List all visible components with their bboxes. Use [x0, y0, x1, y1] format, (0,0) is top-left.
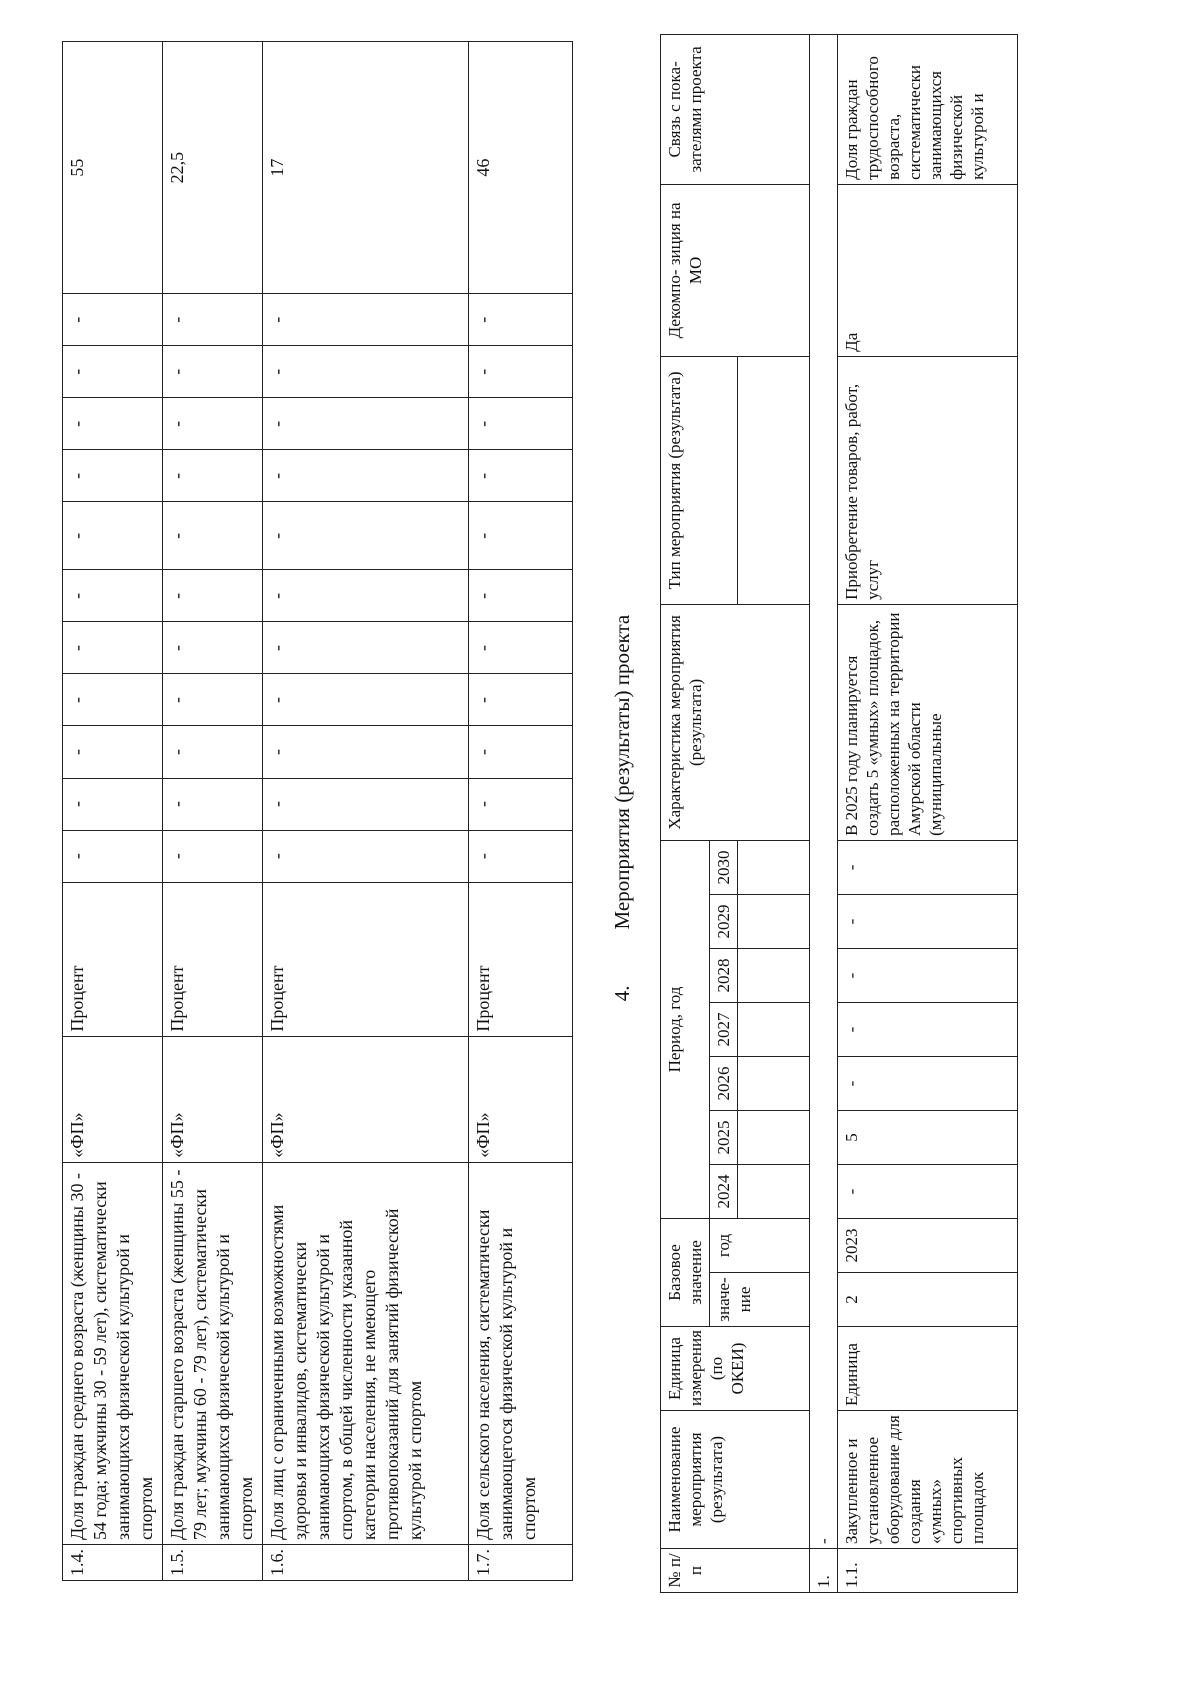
indicator-cell: -: [63, 622, 163, 674]
indicator-cell: -: [63, 450, 163, 502]
indicator-name: Доля сельского населения, систематически занимающегося физической культурой и спортом: [469, 1162, 573, 1544]
indicator-level: «ФП»: [469, 1036, 573, 1162]
indicator-cell: -: [469, 726, 573, 778]
indicator-name: Доля граждан старшего возраста (женщины 55 - 79 лет; мужчины 60 - 79 лет), систематически занимающихся физической культурой и спортом: [163, 1162, 263, 1544]
col-header-year: 2028: [710, 948, 738, 1002]
indicator-cell: -: [469, 622, 573, 674]
indicator-cell: -: [469, 778, 573, 830]
indicator-cell: -: [263, 570, 469, 622]
indicators-table: [62, 41, 573, 1581]
activity-type: Приобретение товаров, работ, услуг: [838, 356, 1018, 604]
indicator-cell: -: [263, 622, 469, 674]
indicator-cell: -: [63, 674, 163, 726]
indicator-cell: -: [469, 450, 573, 502]
indicator-cell: -: [163, 778, 263, 830]
indicator-cell: -: [469, 674, 573, 726]
col-header-year: 2027: [710, 1002, 738, 1056]
indicator-cell: -: [63, 346, 163, 398]
group-number: 1.: [810, 1549, 838, 1593]
col-header-year: 2030: [710, 840, 738, 894]
activity-link: Доля граждан трудоспособного возраста, систематически занимающихся физической культурой и: [838, 34, 1018, 184]
section-number: 4.: [610, 985, 634, 1002]
indicator-cell: -: [63, 778, 163, 830]
col-header-year-blank: [738, 948, 810, 1002]
activity-year-value: -: [838, 894, 1018, 948]
col-header-name: Наименование мероприятия (результата): [661, 1411, 810, 1549]
activity-decomposition: Да: [838, 184, 1018, 356]
indicator-cell: -: [263, 450, 469, 502]
activities-header-row: [661, 34, 710, 1592]
indicator-cell: -: [63, 398, 163, 450]
activity-unit: Единица: [838, 1327, 1018, 1411]
col-header-period: Период, год: [661, 840, 710, 1218]
indicator-cell: -: [63, 726, 163, 778]
indicator-cell: -: [163, 346, 263, 398]
activity-row: [838, 34, 1018, 1592]
indicator-unit: Процент: [163, 882, 263, 1036]
section-heading: [610, 33, 635, 1583]
activities-group-row: [810, 34, 838, 1592]
indicator-cell: -: [163, 570, 263, 622]
indicator-cell: -: [263, 778, 469, 830]
indicator-cell: -: [63, 830, 163, 882]
indicator-row: [63, 42, 163, 1581]
indicator-cell: -: [263, 398, 469, 450]
indicator-number: 1.7.: [469, 1544, 573, 1580]
activity-year-value: -: [838, 1056, 1018, 1110]
col-header-year-blank: [738, 894, 810, 948]
indicator-cell: -: [263, 830, 469, 882]
indicator-target: 17: [263, 42, 469, 294]
activity-name: Закупленное и установленное оборудование для создания «умных» спортивных площадок: [838, 1411, 1018, 1549]
activity-base-value: 2: [838, 1273, 1018, 1327]
activity-year-value: -: [838, 1164, 1018, 1218]
indicator-unit: Процент: [263, 882, 469, 1036]
activity-year-value: 5: [838, 1110, 1018, 1164]
indicator-cell: -: [163, 398, 263, 450]
indicator-level: «ФП»: [63, 1036, 163, 1162]
indicator-cell: -: [469, 346, 573, 398]
indicator-target: 22,5: [163, 42, 263, 294]
indicator-unit: Процент: [63, 882, 163, 1036]
col-header-year-blank: [738, 840, 810, 894]
col-header-year-blank: [738, 1110, 810, 1164]
indicator-level: «ФП»: [263, 1036, 469, 1162]
indicator-cell: -: [63, 502, 163, 570]
indicator-name: Доля лиц с ограниченными возможностями здоровья и инвалидов, систематически занимающихся физической культурой и спортом, в общей численности указанной категории населения, не имеющего противопоказаний для занятий физической культурой и спортом: [263, 1162, 469, 1544]
indicator-cell: -: [163, 622, 263, 674]
indicator-cell: -: [469, 830, 573, 882]
indicator-cell: -: [63, 294, 163, 346]
indicator-target: 55: [63, 42, 163, 294]
col-header-year-blank: [738, 1056, 810, 1110]
col-header-year-blank: [738, 1002, 810, 1056]
indicator-target: 46: [469, 42, 573, 294]
indicator-cell: -: [163, 830, 263, 882]
section-title: Мероприятия (результаты) проекта: [610, 614, 634, 930]
indicator-cell: -: [263, 294, 469, 346]
group-title: -: [810, 34, 838, 1548]
indicator-cell: -: [263, 502, 469, 570]
indicator-cell: -: [163, 674, 263, 726]
indicator-row: [163, 42, 263, 1581]
indicator-cell: -: [63, 570, 163, 622]
col-header-unit: Единица измерения (по ОКЕИ): [661, 1327, 810, 1411]
indicator-cell: -: [263, 674, 469, 726]
col-header-characteristic: Характеристика мероприятия (результата): [661, 604, 810, 840]
indicator-cell: -: [469, 502, 573, 570]
indicator-cell: -: [163, 502, 263, 570]
activities-table: [660, 34, 1018, 1593]
activity-characteristic: В 2025 году планируется создать 5 «умных» площадок, расположенных на территории Амурской области (муниципальные: [838, 604, 1018, 840]
col-header-base-value: значе- ние: [710, 1273, 810, 1327]
indicator-cell: -: [469, 570, 573, 622]
col-header-year: 2025: [710, 1110, 738, 1164]
col-header-decomposition: Декомпо- зиция на МО: [661, 184, 810, 356]
indicator-row: [469, 42, 573, 1581]
indicator-level: «ФП»: [163, 1036, 263, 1162]
col-header-num: № п/п: [661, 1549, 810, 1593]
indicator-cell: -: [163, 294, 263, 346]
indicator-cell: -: [469, 294, 573, 346]
indicator-name: Доля граждан среднего возраста (женщины 30 - 54 года; мужчины 30 - 59 лет), систематически занимающихся физической культурой и спортом: [63, 1162, 163, 1544]
indicator-cell: -: [163, 450, 263, 502]
col-header-type-blank: [738, 356, 810, 604]
col-header-year: 2024: [710, 1164, 738, 1218]
col-header-year-blank: [738, 1164, 810, 1218]
col-header-base-year: год: [710, 1218, 810, 1272]
activity-number: 1.1.: [838, 1549, 1018, 1593]
indicator-number: 1.4.: [63, 1544, 163, 1580]
activity-base-year: 2023: [838, 1218, 1018, 1272]
col-header-year: 2026: [710, 1056, 738, 1110]
activity-year-value: -: [838, 1002, 1018, 1056]
col-header-year: 2029: [710, 894, 738, 948]
indicator-number: 1.5.: [163, 1544, 263, 1580]
activity-year-value: -: [838, 948, 1018, 1002]
indicator-unit: Процент: [469, 882, 573, 1036]
col-header-type: Тип мероприятия (результата): [661, 356, 738, 604]
col-header-base: Базовое значение: [661, 1218, 710, 1326]
indicator-cell: -: [469, 398, 573, 450]
indicator-row: [263, 42, 469, 1581]
indicator-cell: -: [163, 726, 263, 778]
col-header-link: Связь с пока- зателями проекта: [661, 34, 810, 184]
indicator-number: 1.6.: [263, 1544, 469, 1580]
indicator-cell: -: [263, 346, 469, 398]
activity-year-value: -: [838, 840, 1018, 894]
indicator-cell: -: [263, 726, 469, 778]
